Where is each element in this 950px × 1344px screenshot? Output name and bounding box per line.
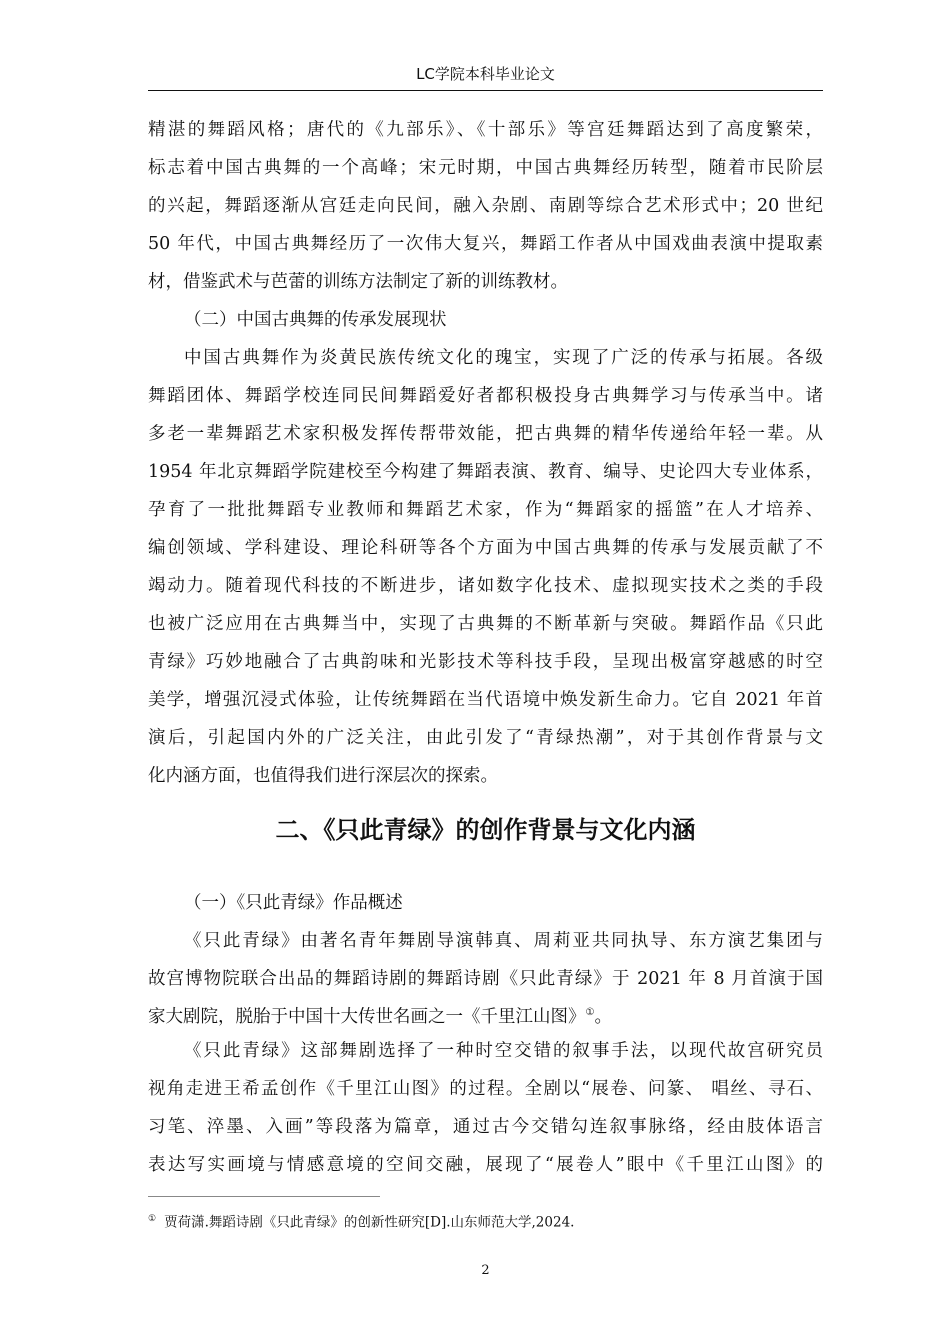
paragraph-narrative: [148, 1032, 823, 1184]
subsection-heading-1: [148, 884, 823, 922]
text-line: 化内涵方面，也值得我们进行深层次的探索。: [148, 766, 498, 786]
footnote-text: 贾荷潇.舞蹈诗剧《只此青绿》的创新性研究[D].山东师范大学,2024.: [164, 1214, 575, 1231]
paragraph-history: [148, 111, 823, 301]
footnote-divider: [148, 1196, 380, 1197]
text-line: 50 年代，中国古典舞经历了一次伟大复兴，舞蹈工作者从中国戏曲表演中提取素: [148, 234, 823, 254]
text-line: 习笔、淬墨、入画”等段落为篇章，通过古今交错勾连叙事脉络，经由肢体语言: [148, 1117, 823, 1137]
text-line: 1954 年北京舞蹈学院建校至今构建了舞蹈表演、教育、编导、史论四大专业体系，: [148, 462, 823, 482]
text-line: 竭动力。随着现代科技的不断进步，诸如数字化技术、虚拟现实技术之类的手段: [148, 576, 823, 596]
section-heading: 二、《只此青绿》的创作背景与文化内涵: [275, 816, 696, 844]
subsection-title: （二）中国古典舞的传承发展现状: [184, 310, 447, 330]
text-line: 故宫博物院联合出品的舞蹈诗剧的舞蹈诗剧《只此青绿》于 2021 年 8 月首演于国: [148, 969, 823, 989]
text-line: 多老一辈舞蹈艺术家积极发挥传帮带效能，把古典舞的精华传递给年轻一辈。从: [148, 424, 823, 444]
text-line: 演后，引起国内外的广泛关注，由此引发了“青绿热潮”，对于其创作背景与文: [148, 728, 823, 748]
text-line: 舞蹈团体、舞蹈学校连同民间舞蹈爱好者都积极投身古典舞学习与传承当中。诸: [148, 386, 823, 406]
subsection-title: （一）《只此青绿》作品概述: [184, 893, 403, 913]
text-line: 中国古典舞作为炎黄民族传统文化的瑰宝，实现了广泛的传承与拓展。各级: [184, 348, 823, 368]
text-line: 青绿》巧妙地融合了古典韵味和光影技术等科技手段，呈现出极富穿越感的时空: [148, 652, 823, 672]
text-line: 表达写实画境与情感意境的空间交融，展现了“展卷人”眼中《千里江山图》的: [148, 1155, 823, 1175]
running-header: LC学院本科毕业论文: [416, 65, 555, 83]
text-line: 孕育了一批批舞蹈专业教师和舞蹈艺术家，作为“舞蹈家的摇篮”在人才培养、: [148, 500, 823, 520]
text-line: 精湛的舞蹈风格；唐代的《九部乐》、《十部乐》等宫廷舞蹈达到了高度繁荣，: [148, 120, 823, 140]
text-line: 视角走进王希孟创作《千里江山图》的过程。全剧以“展卷、问篆、 唱丝、寻石、: [148, 1079, 823, 1099]
text-line: 《只此青绿》由著名青年舞剧导演韩真、周莉亚共同执导、东方演艺集团与: [184, 931, 823, 951]
footnote-mark: ①: [148, 1214, 157, 1224]
paragraph-overview: [148, 922, 823, 1036]
text-line: 材，借鉴武术与芭蕾的训练方法制定了新的训练教材。: [148, 272, 568, 292]
text-fragment: 。: [594, 1007, 612, 1027]
page-number: 2: [481, 1263, 490, 1278]
text-line: 编创领域、学科建设、理论科研等各个方面为中国古典舞的传承与发展贡献了不: [148, 538, 823, 558]
text-line: 美学，增强沉浸式体验，让传统舞蹈在当代语境中焕发新生命力。它自 2021 年首: [148, 690, 823, 710]
paragraph-inheritance: [148, 339, 823, 795]
header-divider: [148, 90, 823, 91]
footnote: [148, 1208, 823, 1234]
text-line: 《只此青绿》这部舞剧选择了一种时空交错的叙事手法，以现代故宫研究员: [184, 1041, 823, 1061]
subsection-heading-2: [148, 301, 823, 339]
text-fragment: 家大剧院，脱胎于中国十大传世名画之一《千里江山图》: [148, 1007, 586, 1027]
text-line: [148, 998, 823, 1036]
text-line: 也被广泛应用在古典舞当中，实现了古典舞的不断革新与突破。舞蹈作品《只此: [148, 614, 823, 634]
text-line: 的兴起，舞蹈逐渐从宫廷走向民间，融入杂剧、南剧等综合艺术形式中；20 世纪: [148, 196, 823, 216]
footnote-reference[interactable]: ①: [585, 1007, 595, 1019]
text-line: 标志着中国古典舞的一个高峰；宋元时期，中国古典舞经历转型，随着市民阶层: [148, 158, 823, 178]
